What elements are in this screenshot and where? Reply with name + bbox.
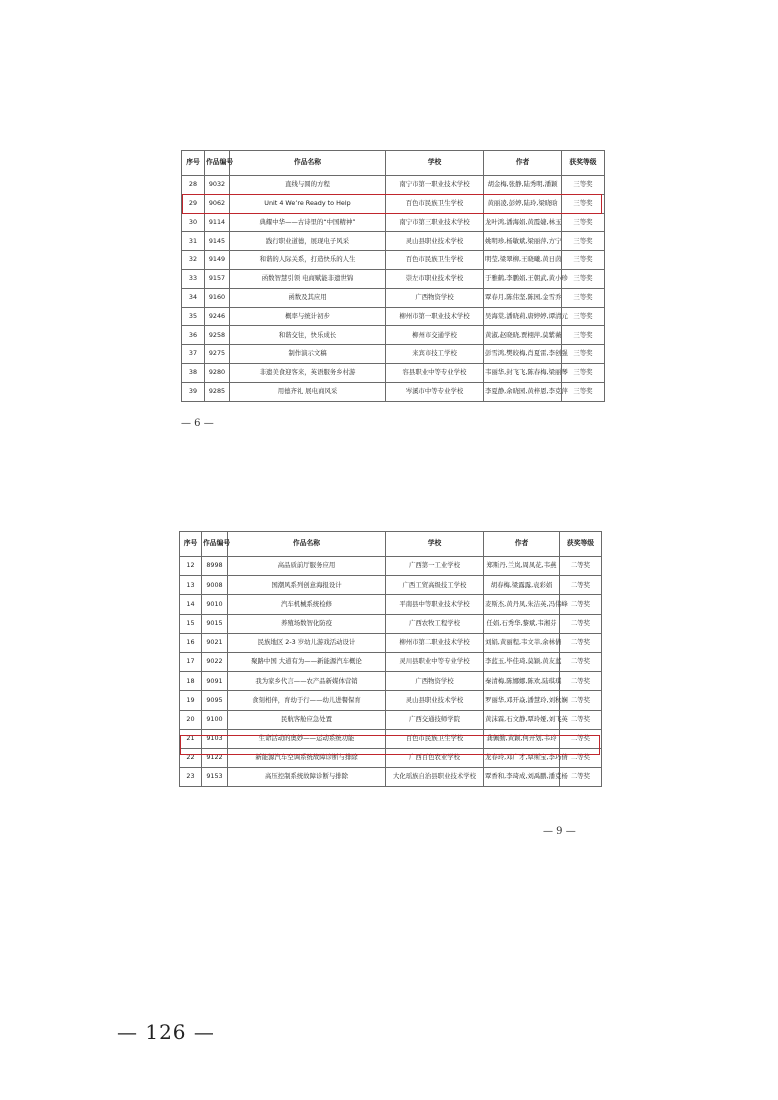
cell-index: 17 [180, 652, 202, 671]
cell-school: 柳州市交通学校 [386, 326, 484, 345]
cell-index: 21 [180, 729, 202, 748]
cell-award: 二等奖 [560, 672, 602, 691]
cell-work-id: 9091 [202, 672, 228, 691]
cell-work-title: 食刻相伴，育幼于行——幼儿进餐保育 [228, 691, 386, 710]
cell-authors: 刘娟,黄丽程,韦文莘,余林倩 [484, 633, 560, 652]
cell-award: 三等奖 [562, 326, 605, 345]
table-row [180, 672, 602, 691]
cell-award: 三等奖 [562, 269, 605, 288]
table-row [180, 595, 602, 614]
cell-work-id: 9021 [202, 633, 228, 652]
cell-award: 三等奖 [562, 251, 605, 270]
cell-work-title: 概率与统计初步 [230, 307, 386, 326]
cell-award: 二等奖 [560, 691, 602, 710]
cell-authors: 姚明珍,杨敏斌,梁丽萍,方宁 [484, 232, 562, 251]
table-row [180, 614, 602, 633]
cell-index: 15 [180, 614, 202, 633]
cell-school: 来宾市技工学校 [386, 345, 484, 364]
cell-authors: 吴海棠,潘晓莉,唐婷婷,谭清元 [484, 307, 562, 326]
table-row [180, 633, 602, 652]
table-row [182, 176, 605, 195]
cell-school: 灵山县职业技术学校 [386, 691, 484, 710]
cell-award: 二等奖 [560, 748, 602, 767]
col-header-work-id: 作品编号 [205, 151, 230, 176]
cell-school: 岑溪市中等专业学校 [386, 382, 484, 401]
cell-award: 二等奖 [560, 595, 602, 614]
table-row [182, 251, 605, 270]
cell-work-id: 9114 [205, 213, 230, 232]
table-header-row [180, 532, 602, 557]
cell-school: 大化瑶族自治县职业技术学校 [386, 768, 484, 787]
cell-authors: 覃春月,陈伟坚,陈园,金雪乔 [484, 288, 562, 307]
cell-school: 柳州市第二职业技术学校 [386, 633, 484, 652]
cell-work-title: 汽车机械系统检修 [228, 595, 386, 614]
cell-work-id: 9008 [202, 576, 228, 595]
cell-award: 三等奖 [562, 382, 605, 401]
cell-work-id: 9280 [205, 363, 230, 382]
cell-award: 二等奖 [560, 633, 602, 652]
cell-work-title: 高压控制系统故障诊断与排除 [228, 768, 386, 787]
cell-authors: 李夏静,余晓园,黄梓恩,李克萍 [484, 382, 562, 401]
cell-work-title: 典耀中华——古诗里的“中国精神” [230, 213, 386, 232]
cell-authors: 黄淑,赵晓晓,贾栩萍,莫紫薇 [484, 326, 562, 345]
col-header-work-id: 作品编号 [202, 532, 228, 557]
cell-award: 三等奖 [562, 213, 605, 232]
cell-index: 14 [180, 595, 202, 614]
cell-authors: 秦清梅,陈娜娜,陈欢,陆琪琪 [484, 672, 560, 691]
table-row [182, 363, 605, 382]
table-row [180, 748, 602, 767]
cell-school: 容县职业中等专业学校 [386, 363, 484, 382]
cell-award: 二等奖 [560, 710, 602, 729]
table-row [182, 345, 605, 364]
cell-work-title: 养殖场数智化防疫 [228, 614, 386, 633]
cell-authors: 黄沫霖,石文静,覃玲娅,刘飞英 [484, 710, 560, 729]
cell-authors: 黄丽凌,彭婷,陆玲,梁晓晗 [484, 194, 562, 213]
cell-work-id: 9157 [205, 269, 230, 288]
cell-authors: 明莹,梁翠柳,王晓曦,黄日茵 [484, 251, 562, 270]
cell-index: 28 [182, 176, 205, 195]
cell-index: 39 [182, 382, 205, 401]
cell-index: 22 [180, 748, 202, 767]
col-header-school: 学校 [386, 532, 484, 557]
cell-work-id: 9275 [205, 345, 230, 364]
col-header-school: 学校 [386, 151, 484, 176]
cell-work-title: 直线与圆的方程 [230, 176, 386, 195]
table-row [182, 307, 605, 326]
cell-award: 三等奖 [562, 363, 605, 382]
cell-authors: 郑斯丹,兰岚,周凤花,韦燕 [484, 557, 560, 576]
cell-authors: 麦斯杰,黄丹凤,朱洁英,冯伟峰 [484, 595, 560, 614]
cell-authors: 龚佩勤,黄颖,何开划,韦玲 [484, 729, 560, 748]
cell-index: 36 [182, 326, 205, 345]
cell-work-id: 9010 [202, 595, 228, 614]
cell-school: 南宁市第三职业技术学校 [386, 213, 484, 232]
cell-index: 37 [182, 345, 205, 364]
table-row [180, 576, 602, 595]
cell-work-title: 制作演示文稿 [230, 345, 386, 364]
cell-school: 百色市民族卫生学校 [386, 194, 484, 213]
col-header-work-title: 作品名称 [228, 532, 386, 557]
table-row [180, 729, 602, 748]
cell-school: 百色市民族卫生学校 [386, 251, 484, 270]
cell-award: 二等奖 [560, 768, 602, 787]
cell-authors: 龙春玲,邓广才,覃斯宝,李巧倩 [484, 748, 560, 767]
cell-work-title: 民族地区 2-3 岁幼儿游戏活动设计 [228, 633, 386, 652]
cell-work-title: 函数智慧引领 电商赋能非遗世锦 [230, 269, 386, 288]
cell-index: 32 [182, 251, 205, 270]
cell-award: 二等奖 [560, 576, 602, 595]
table-row [182, 326, 605, 345]
cell-award: 二等奖 [560, 614, 602, 633]
cell-award: 三等奖 [562, 307, 605, 326]
cell-school: 南宁市第一职业技术学校 [386, 176, 484, 195]
cell-work-title: 新能源汽车空调系统故障诊断与排除 [228, 748, 386, 767]
cell-work-id: 9103 [202, 729, 228, 748]
cell-work-title: 和谐交往，快乐成长 [230, 326, 386, 345]
cell-school: 广西工贸高级技工学校 [386, 576, 484, 595]
table-row [180, 768, 602, 787]
col-header-work-title: 作品名称 [230, 151, 386, 176]
col-header-index: 序号 [180, 532, 202, 557]
cell-index: 23 [180, 768, 202, 787]
cell-authors: 龙叶鸿,潘海娟,黄霞婕,林玉 [484, 213, 562, 232]
cell-index: 31 [182, 232, 205, 251]
cell-authors: 彭雪鸿,樊皎梅,肖夏雷,李创强 [484, 345, 562, 364]
page-number-126: — 126 — [117, 1020, 215, 1044]
cell-work-title: 践行职业道德，展现电子风采 [230, 232, 386, 251]
cell-work-id: 9246 [205, 307, 230, 326]
cell-school: 广西交通技师学院 [386, 710, 484, 729]
col-header-index: 序号 [182, 151, 205, 176]
table-row [182, 213, 605, 232]
table-row [180, 710, 602, 729]
table-row [182, 232, 605, 251]
cell-authors: 胡金梅,张静,陆秀明,潘颖 [484, 176, 562, 195]
table-row [182, 382, 605, 401]
cell-authors: 覃香和,李琦成,刘禹鹏,潘克杨 [484, 768, 560, 787]
cell-work-title: 和谐的人际关系，打造快乐的人生 [230, 251, 386, 270]
cell-award: 三等奖 [562, 176, 605, 195]
cell-work-id: 9015 [202, 614, 228, 633]
cell-school: 崇左市职业技术学校 [386, 269, 484, 288]
table-header-row [182, 151, 605, 176]
cell-work-title: 生命活动的奥妙——运动系统功能 [228, 729, 386, 748]
cell-index: 12 [180, 557, 202, 576]
cell-index: 18 [180, 672, 202, 691]
cell-school: 广西物资学校 [386, 672, 484, 691]
cell-authors: 韦丽华,封飞飞,陈春梅,梁丽琴 [484, 363, 562, 382]
cell-school: 百色市民族卫生学校 [386, 729, 484, 748]
page-number-6: — 6 — [181, 418, 214, 429]
cell-index: 13 [180, 576, 202, 595]
cell-work-id: 9285 [205, 382, 230, 401]
table-row [182, 194, 605, 213]
award-table-second-prize [179, 531, 602, 787]
col-header-authors: 作者 [484, 532, 560, 557]
cell-work-id: 9160 [205, 288, 230, 307]
cell-work-id: 9062 [205, 194, 230, 213]
cell-index: 33 [182, 269, 205, 288]
cell-work-id: 9022 [202, 652, 228, 671]
cell-index: 30 [182, 213, 205, 232]
col-header-authors: 作者 [484, 151, 562, 176]
cell-index: 35 [182, 307, 205, 326]
cell-work-id: 9095 [202, 691, 228, 710]
cell-work-title: Unit 4 We’re Ready to Help [230, 194, 386, 213]
cell-work-id: 9122 [202, 748, 228, 767]
cell-work-id: 8998 [202, 557, 228, 576]
cell-work-id: 9258 [205, 326, 230, 345]
cell-authors: 罗丽华,邓开焱,潘慧玲,刘秋娴 [484, 691, 560, 710]
cell-school: 广西物资学校 [386, 288, 484, 307]
cell-work-id: 9145 [205, 232, 230, 251]
cell-award: 三等奖 [562, 194, 605, 213]
table-row [182, 288, 605, 307]
cell-school: 灵川县职业中等专业学校 [386, 652, 484, 671]
cell-award: 三等奖 [562, 288, 605, 307]
cell-work-id: 9149 [205, 251, 230, 270]
cell-index: 38 [182, 363, 205, 382]
cell-work-title: 国潮风系列创意海报设计 [228, 576, 386, 595]
cell-work-id: 9153 [202, 768, 228, 787]
page-number-9: — 9 — [543, 826, 576, 837]
col-header-award: 获奖等级 [560, 532, 602, 557]
cell-authors: 任娟,石秀华,黎斌,韦湘芬 [484, 614, 560, 633]
cell-index: 29 [182, 194, 205, 213]
cell-school: 平南县中等职业技术学校 [386, 595, 484, 614]
table-row [182, 269, 605, 288]
cell-work-title: 非遗美食迎客来，英语服务乡村游 [230, 363, 386, 382]
cell-award: 三等奖 [562, 232, 605, 251]
award-table-third-prize [181, 150, 605, 402]
table-row [180, 557, 602, 576]
cell-award: 三等奖 [562, 345, 605, 364]
table-row [180, 652, 602, 671]
table-row [180, 691, 602, 710]
cell-index: 16 [180, 633, 202, 652]
cell-work-title: 用德齐礼 展电商风采 [230, 382, 386, 401]
cell-school: 柳州市第一职业技术学校 [386, 307, 484, 326]
cell-award: 二等奖 [560, 557, 602, 576]
cell-work-id: 9032 [205, 176, 230, 195]
cell-index: 34 [182, 288, 205, 307]
col-header-award: 获奖等级 [562, 151, 605, 176]
cell-work-title: 高品质前厅服务应用 [228, 557, 386, 576]
cell-school: 广西农牧工程学校 [386, 614, 484, 633]
cell-award: 二等奖 [560, 729, 602, 748]
cell-authors: 李蓝玉,毕佳琦,莫颖,黄友蓝 [484, 652, 560, 671]
cell-school: 广西百色农业学校 [386, 748, 484, 767]
cell-award: 二等奖 [560, 652, 602, 671]
cell-work-title: 民航客舱应急处置 [228, 710, 386, 729]
cell-school: 灵山县职业技术学校 [386, 232, 484, 251]
cell-work-title: 函数及其应用 [230, 288, 386, 307]
cell-work-id: 9100 [202, 710, 228, 729]
cell-work-title: 我为家乡代言——农产品新媒体营销 [228, 672, 386, 691]
cell-authors: 于雅鹤,李鹏娟,王朝武,黄小珍 [484, 269, 562, 288]
cell-index: 20 [180, 710, 202, 729]
cell-school: 广西第一工业学校 [386, 557, 484, 576]
cell-index: 19 [180, 691, 202, 710]
cell-work-title: 聚路中国 大道有为——新能源汽车概论 [228, 652, 386, 671]
cell-authors: 胡春梅,梁露露,袁彩娟 [484, 576, 560, 595]
